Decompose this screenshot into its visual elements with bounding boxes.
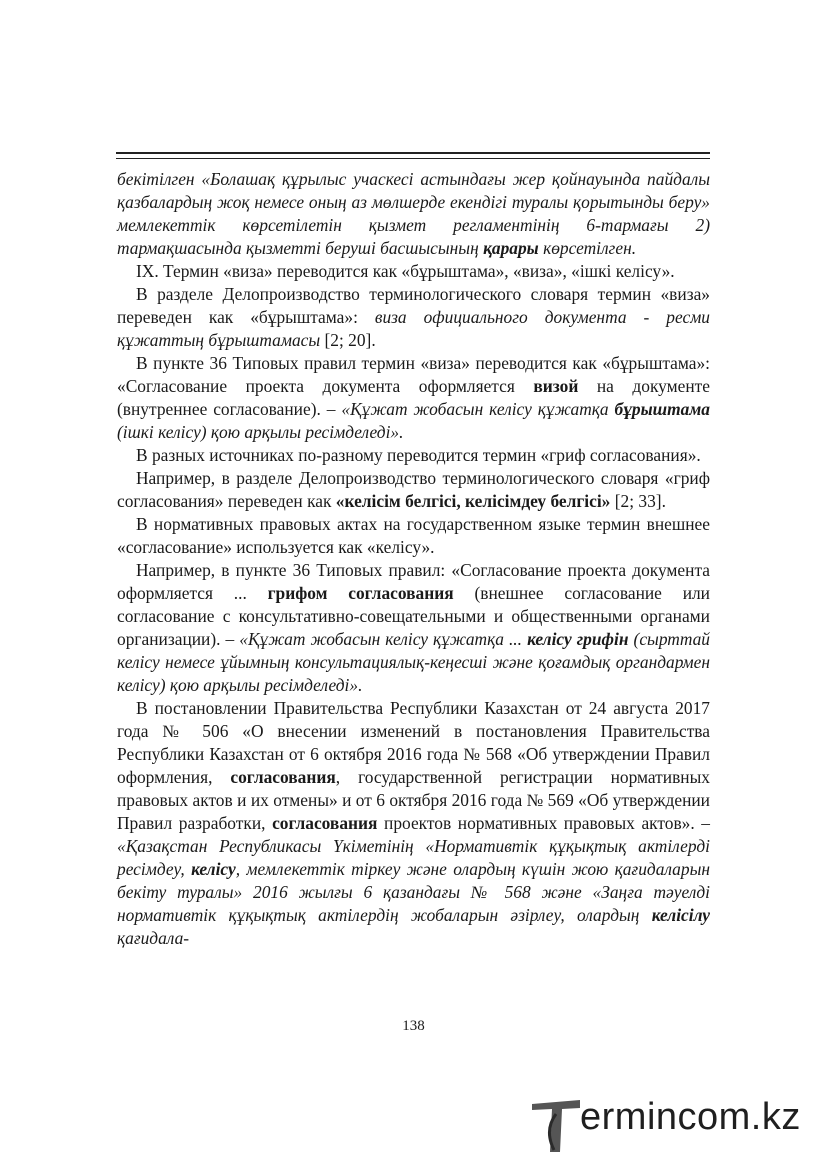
- paragraph-9: [117, 697, 710, 950]
- paragraph-3: [117, 283, 710, 352]
- p9-run-2: , государственной регистрации нормативных правовых актов и их отмены» и от 6 октября 2016 года № 569 «Об утверждении Правил разработки,: [117, 767, 710, 833]
- p8-run-2: (внешнее согласование или согласование с консультативно-совещательными и общественными органами организации). –: [117, 583, 710, 649]
- paragraph-4: [117, 352, 710, 444]
- p9-run-3: согласования: [272, 813, 378, 833]
- p3-run-1: виза официального документа - ресми құжаттың бұрыштамасы: [117, 307, 710, 350]
- logo-t-mark-icon: [530, 1094, 584, 1154]
- header-rule-thin: [116, 158, 710, 159]
- paragraph-7: [117, 513, 710, 559]
- termincom-logo: [530, 1094, 815, 1154]
- p7-run-0: В нормативных правовых актах на государственном языке термин внешнее «согласование» используется как «келісу».: [117, 514, 710, 557]
- p4-run-1: визой: [533, 376, 579, 396]
- p6-run-0: Например, в разделе Делопроизводство терминологического словаря «гриф согласования» переведен как: [117, 468, 710, 511]
- p8-run-0: Например, в пункте 36 Типовых правил: «Согласование проекта документа оформляется ...: [117, 560, 710, 603]
- p4-run-2: на документе (внутреннее согласование). –: [117, 376, 710, 419]
- p8-run-5: (сырттай келісу немесе ұйымның консультациялық-кеңесші және қоғамдық органдармен келісу) қою арқылы ресімделеді».: [117, 629, 711, 695]
- p6-run-1: «келісім белгісі, келісімдеу белгісі»: [335, 491, 611, 511]
- p1-run-1: қарары: [483, 238, 539, 258]
- paragraph-6: [117, 467, 710, 513]
- logo-text: ermincom.kz: [580, 1096, 801, 1138]
- p9-run-0: В постановлении Правительства Республики Казахстан от 24 августа 2017 года № 506 «О внесении изменений в постановления Правительства Республики Казахстан от 6 октября 2016 года № 568 «Об утверждении Правил оформления,: [117, 698, 710, 787]
- p2-run-0: IX. Термин «виза» переводится как «бұрыштама», «виза», «ішкі келісу».: [136, 261, 675, 281]
- p9-run-8: келісілу: [651, 905, 710, 925]
- p8-run-3: «Құжат жобасын келісу құжатқа ...: [239, 629, 528, 649]
- p4-run-0: В пункте 36 Типовых правил термин «виза» переводится как «бұрыштама»: «Согласование проекта документа оформляется: [117, 353, 710, 396]
- p9-run-1: согласования: [230, 767, 336, 787]
- p8-run-4: келісу грифін: [527, 629, 629, 649]
- p9-run-5: «Қазақстан Республикасы Үкіметінің «Нормативтік құқықтық актілерді ресімдеу,: [117, 836, 710, 879]
- p5-run-0: В разных источниках по-разному переводится термин «гриф согласования».: [136, 445, 701, 465]
- page-number: 138: [402, 1018, 425, 1034]
- paragraph-2: [117, 260, 710, 283]
- p4-run-3: «Құжат жобасын келісу құжатқа: [341, 399, 615, 419]
- paragraph-8: [117, 559, 710, 697]
- p9-run-9: қағидала-: [117, 928, 190, 948]
- p4-run-4: бұрыштама: [614, 399, 710, 419]
- body-text: [117, 168, 710, 950]
- p8-run-1: грифом согласования: [267, 583, 454, 603]
- header-rule-thick: [116, 152, 710, 154]
- p6-run-2: [2; 33].: [610, 491, 666, 511]
- p1-run-2: көрсетілген.: [538, 238, 637, 258]
- p9-run-7: , мемлекеттік тіркеу және олардың күшін жою қағидаларын бекіту туралы» 2016 жылғы 6 қазандағы № 568 және «Заңға тәуелді нормативтік құқықтық актілердің жобаларын әзірлеу, олардың: [117, 859, 710, 925]
- paragraph-5: [117, 444, 710, 467]
- p9-run-6: келісу: [191, 859, 236, 879]
- p9-run-4: проектов нормативных правовых актов». –: [377, 813, 710, 833]
- p1-run-0: бекітілген «Болашақ құрылыс учаскесі астындағы жер қойнауында пайдалы қазбалардың жоқ немесе оның аз мөлшерде екендігі туралы қорытынды беру» мемлекеттік көрсетілетін қызмет регламентінің 6-тармағы 2) тармақшасында қызметті беруші басшысының: [117, 169, 710, 258]
- p3-run-0: В разделе Делопроизводство терминологического словаря термин «виза» переведен как «бұрыштама»:: [117, 284, 710, 327]
- p4-run-5: (ішкі келісу) қою арқылы ресімделеді».: [117, 422, 404, 442]
- p3-run-2: [2; 20].: [320, 330, 376, 350]
- paragraph-1: [117, 168, 710, 260]
